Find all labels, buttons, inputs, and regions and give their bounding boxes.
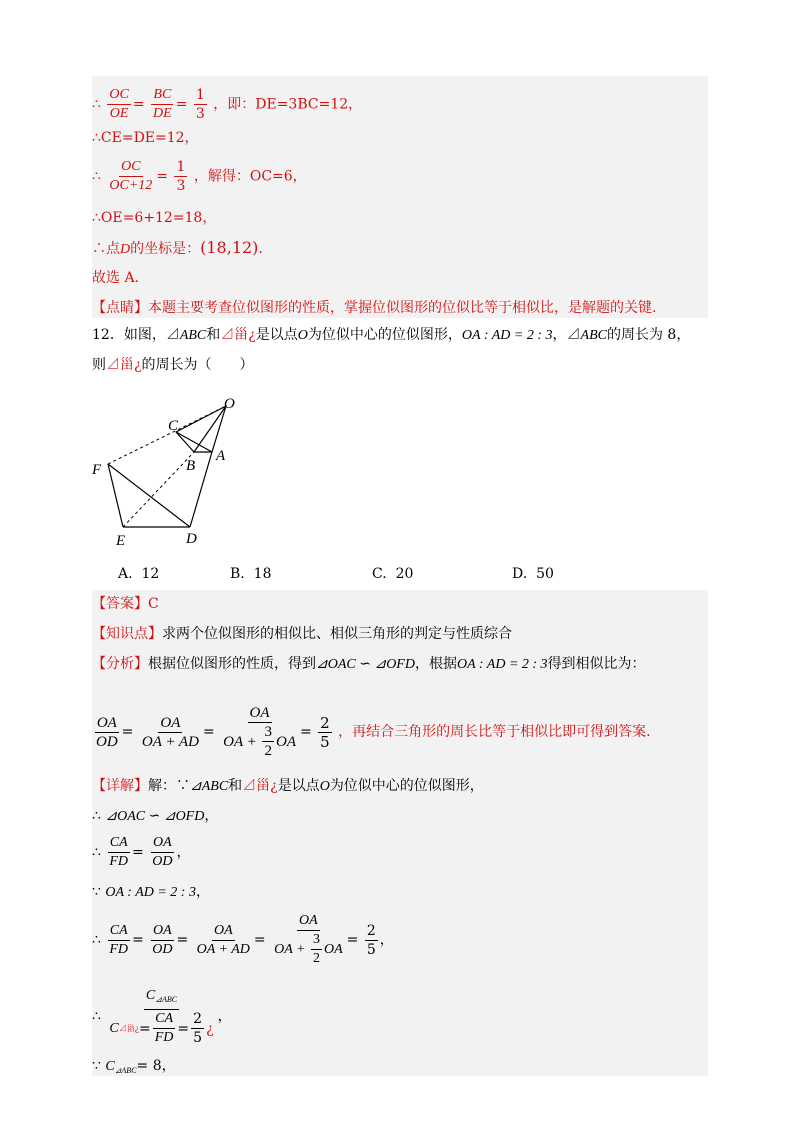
option-b[interactable]: B. 18 [230, 566, 272, 582]
label-e: E [116, 533, 126, 549]
step-line-4: ∴OE=6+12=18， [92, 210, 217, 226]
analysis-line: 【分析】根据位似图形的性质，得到⊿OAC ∽ ⊿OFD，根据OA : AD = 2 : 3得到相似比为： [92, 656, 646, 672]
label-a: A [216, 448, 226, 464]
step-line-1: ∴ $\frac{OC}{OE}$ = $\frac{BC}{DE}$ = $\frac{1}{3}$ ，即：DE=3BC=12， [92, 87, 363, 122]
question-line-2: 则⊿甾¿的周长为（ ） [92, 357, 254, 373]
option-c[interactable]: C. 20 [372, 566, 414, 582]
option-a[interactable]: A. 12 [118, 566, 160, 582]
knowledge-line: 【知识点】求两个位似图形的相似比、相似三角形的判定与性质综合 [92, 626, 512, 642]
step-line-5: ∴点D的坐标是：(18,12). [92, 238, 263, 257]
detail-line-3: ∴ $\frac{CA}{FD}$ = $\frac{OA}{OD}$ ， [92, 835, 191, 869]
option-d[interactable]: D. 50 [512, 566, 554, 582]
segment-ca [176, 432, 212, 452]
detail-line-4: ∵ OA : AD = 2 : 3， [92, 884, 210, 900]
segment-eb-dashed [123, 452, 194, 527]
label-d: D [186, 531, 197, 547]
label-o: O [224, 396, 235, 412]
step-line-3: ∴ $\frac{OC}{OC+12}$ = $\frac{1}{3}$ ，解得：OC=6， [92, 159, 307, 194]
question-line-1: 12．如图，⊿ABC和⊿甾¿是以点O为位似中心的位似图形，OA : AD = 2 : 3，⊿ABC的周长为 8， [92, 327, 691, 343]
geometry-figure [90, 392, 260, 552]
detail-line-2: ∴ ⊿OAC ∽ ⊿OFD， [92, 808, 219, 824]
detail-line-5: ∴ $\frac{CA}{FD}$ = $\frac{OA}{OD}$ = $\frac{OA}{OA + AD}$ = OA OA + $\frac{3}{2}$ OA = $\frac{2}{5}$ ， [92, 913, 394, 966]
segment-cb [176, 432, 194, 452]
segment-co [176, 406, 226, 432]
comment-line: 【点睛】本题主要考查位似图形的性质，掌握位似图形的位似比等于相似比，是解题的关键. [92, 300, 657, 316]
detail-line-6: ∴ $C_{⊿ABC}$ C ⊿甾¿ = $\frac{CA}{FD}$ = $\frac{2}{5}$ ¿ ， [92, 988, 232, 1046]
answer-line: 【答案】C [92, 596, 159, 612]
label-f: F [92, 462, 102, 478]
label-b: B [186, 458, 196, 474]
segment-ao [212, 406, 226, 452]
analysis-equation: $\frac{OA}{OD}$ = $\frac{OA}{OA + AD}$ = OA OA + $\frac{3}{2}$ OA = $\frac{2}{5}$ ，再结合三角形的周长比等于相似比即可得到答案. [96, 705, 651, 759]
step-line-6: 故选 A. [92, 270, 140, 286]
comment-tag: 【点睛】 [92, 300, 148, 316]
detail-line-7: ∵ $C_{⊿ABC}= 8$， [92, 1058, 176, 1075]
detail-line-1: 【详解】解：∵⊿ABC和⊿甾¿是以点O为位似中心的位似图形， [92, 778, 484, 794]
label-c: C [168, 418, 179, 434]
step-line-2: ∴CE=DE=12， [92, 130, 199, 146]
